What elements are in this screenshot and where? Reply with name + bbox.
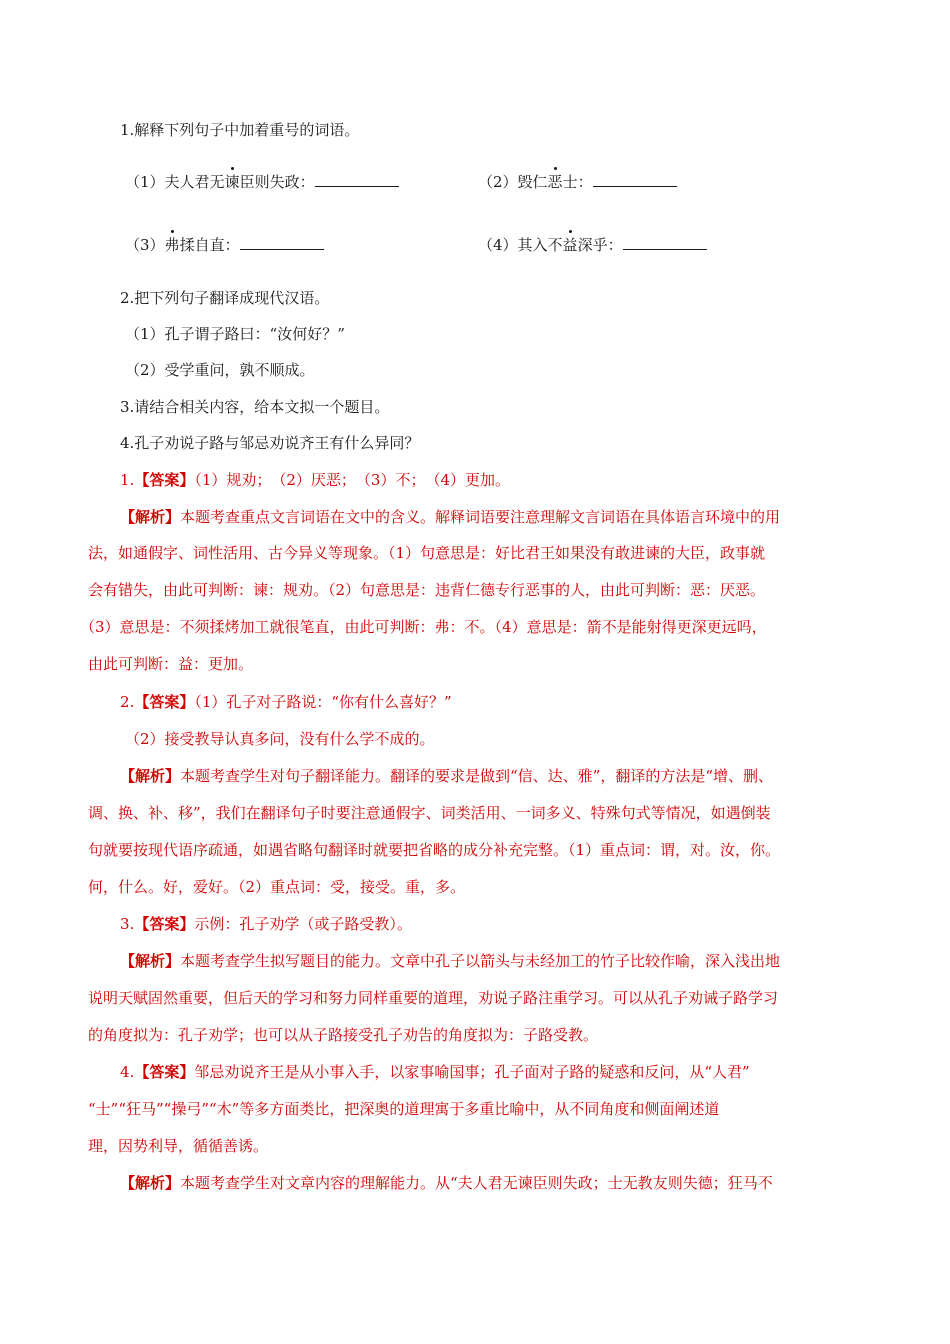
- answer-blank[interactable]: [315, 172, 399, 187]
- analysis-3-line-1: [120, 951, 780, 971]
- question-1-title: 1.解释下列句子中加着重号的词语。: [120, 121, 360, 139]
- analysis-tag: 【解析】: [120, 508, 181, 526]
- analysis-text: 本题考查学生对句子翻译能力。翻译的要求是做到“信、达、雅”，翻译的方法是“增、删、: [180, 767, 774, 785]
- answer-text: （1）规劝； （2）厌恶； （3）不； （4）更加。: [194, 471, 511, 489]
- answer-tag: 【答案】: [134, 1063, 195, 1081]
- analysis-4-line-1: [120, 1173, 773, 1193]
- analysis-2-line-4: 何，什么。好，爱好。（2）重点词：受，接受。重，多。: [88, 878, 466, 896]
- item-prefix: （2）毁仁: [478, 173, 548, 191]
- question-2-title: 2.把下列句子翻译成现代汉语。: [120, 289, 330, 307]
- answer-tag: 【答案】: [134, 471, 195, 489]
- answer-4-line-2: “士”“狂马”“操弓”“木”等多方面类比，把深奥的道理寓于多重比喻中，从不同角度和侧面阐述道: [88, 1100, 720, 1118]
- analysis-1-line-5: 由此可判断：益：更加。: [88, 655, 254, 673]
- question-1-item-3: [125, 235, 324, 255]
- question-3-title: 3.请结合相关内容，给本文拟一个题目。: [120, 398, 390, 416]
- item-suffix: 揉自直：: [179, 236, 240, 254]
- analysis-2-line-1: [120, 766, 773, 786]
- answer-text: 示例：孔子劝学（或子路受教）。: [194, 915, 412, 933]
- answer-number: 4.: [120, 1063, 135, 1081]
- answer-2: [120, 692, 452, 712]
- answer-2-line-2: （2）接受教导认真多问，没有什么学不成的。: [125, 730, 435, 748]
- answer-text: （1）孔子对子路说：“你有什么喜好？”: [194, 693, 452, 711]
- answer-4: [120, 1062, 750, 1082]
- answer-tag: 【答案】: [134, 915, 195, 933]
- item-prefix: （3）: [125, 236, 165, 254]
- answer-number: 1.: [120, 471, 135, 489]
- question-4-title: 4.孔子劝说子路与邹忌劝说齐王有什么异同？: [120, 434, 420, 452]
- answer-blank[interactable]: [623, 235, 707, 250]
- item-suffix: 臣则失政：: [239, 173, 315, 191]
- item-suffix: 深乎：: [577, 236, 623, 254]
- analysis-1-line-4: （3）意思是：不须揉烤加工就很笔直，由此可判断：弗：不。（4）意思是：箭不是能射得更深更远吗，: [80, 618, 767, 636]
- analysis-2-line-3: 句就要按现代语序疏通，如遇省略句翻译时就要把省略的成分补充完整。（1）重点词：谓，对。汝，你。: [88, 841, 781, 859]
- answer-number: 3.: [120, 915, 135, 933]
- emphasized-word: 恶: [547, 173, 563, 191]
- answer-4-line-3: 理，因势利导，循循善诱。: [88, 1137, 269, 1155]
- analysis-1-line-3: 会有错失，由此可判断：谏：规劝。（2）句意思是：违背仁德专行恶事的人，由此可判断：恶：厌恶。: [88, 581, 766, 599]
- analysis-tag: 【解析】: [120, 1174, 181, 1192]
- item-prefix: （1）夫人君无: [125, 173, 225, 191]
- analysis-3-line-2: 说明天赋固然重要，但后天的学习和努力同样重要的道理，劝说子路注重学习。可以从孔子劝诫子路学习: [88, 989, 779, 1007]
- question-1-item-2: [478, 172, 677, 192]
- analysis-text: 本题考查学生对文章内容的理解能力。从“夫人君无谏臣则失政；士无教友则失德；狂马不: [180, 1174, 773, 1192]
- answer-tag: 【答案】: [134, 693, 195, 711]
- emphasized-word: 益: [562, 236, 578, 254]
- analysis-text: 本题考查重点文言词语在文中的含义。解释词语要注意理解文言词语在具体语言环境中的用: [180, 508, 781, 526]
- answer-blank[interactable]: [240, 235, 324, 250]
- answer-blank[interactable]: [593, 172, 677, 187]
- analysis-2-line-2: 调、换、补、移”，我们在翻译句子时要注意通假字、词类活用、一词多义、特殊句式等情况，如遇倒装: [88, 804, 771, 822]
- emphasized-word: 谏: [224, 173, 240, 191]
- question-2-item-2: （2）受学重问，孰不顺成。: [125, 361, 315, 379]
- question-1-item-4: [478, 235, 707, 255]
- question-1-item-1: [125, 172, 399, 192]
- analysis-text: 本题考查学生拟写题目的能力。文章中孔子以箭头与未经加工的竹子比较作喻，深入浅出地: [180, 952, 781, 970]
- analysis-3-line-3: 的角度拟为：孔子劝学；也可以从子路接受孔子劝告的角度拟为：子路受教。: [88, 1026, 599, 1044]
- analysis-tag: 【解析】: [120, 767, 181, 785]
- analysis-1-line-1: [120, 507, 780, 527]
- item-prefix: （4）其入不: [478, 236, 563, 254]
- emphasized-word: 弗: [164, 236, 180, 254]
- analysis-tag: 【解析】: [120, 952, 181, 970]
- question-2-item-1: （1）孔子谓子路曰：“汝何好？”: [125, 325, 345, 343]
- analysis-1-line-2: 法，如通假字、词性活用、古今异义等现象。（1）句意思是：好比君王如果没有敢进谏的大臣，政事就: [88, 544, 766, 562]
- answer-1: [120, 470, 510, 490]
- answer-3: [120, 914, 412, 934]
- item-suffix: 士：: [562, 173, 593, 191]
- answer-text: 邹忌劝说齐王是从小事入手，以家事喻国事；孔子面对子路的疑惑和反问，从“人君”: [194, 1063, 750, 1081]
- answer-number: 2.: [120, 693, 135, 711]
